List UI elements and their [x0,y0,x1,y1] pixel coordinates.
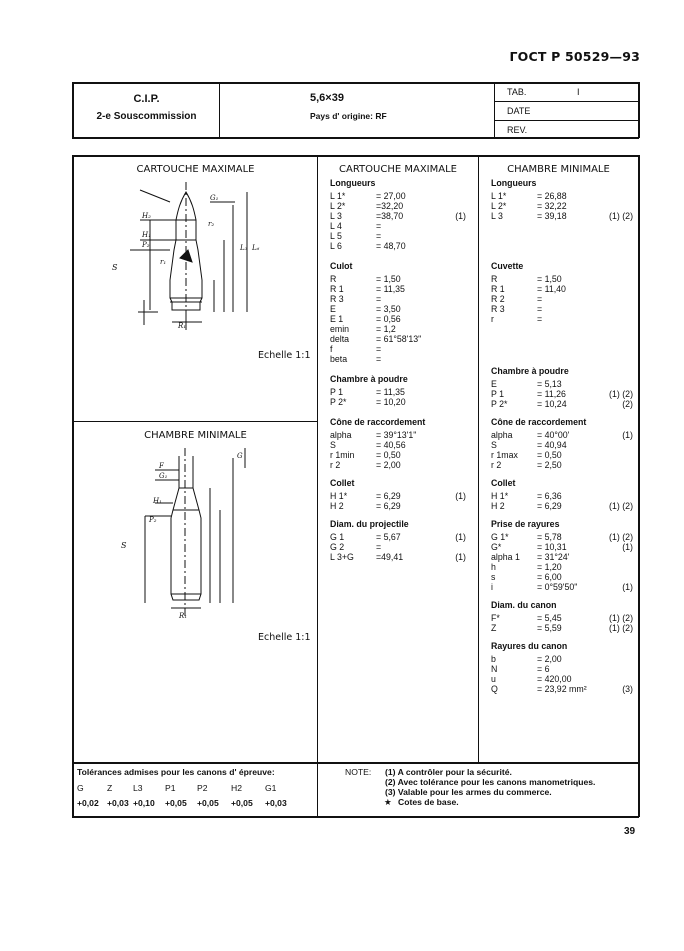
chamber-drawing [115,448,255,623]
tolerance-cell: L3 [133,783,143,793]
note-1: (1) A contrôler pour la sécurité. [385,767,512,777]
row-value: = 1,2 [376,324,396,334]
section-title: Prise de rayures [491,519,560,529]
row-value: = [376,354,382,364]
svg-text:P₂: P₂ [142,241,150,249]
row-label: R 1 [491,284,505,294]
row-value: = 6,29 [376,501,401,511]
row-value: = 11,40 [537,284,566,294]
row-value: = 5,78 [537,532,562,542]
tolerance-cell: +0,03 [107,798,129,808]
row-label: h [491,562,496,572]
row-label: P 1 [330,387,344,397]
row-label: L 1* [330,191,346,201]
row-note: (3) [622,684,633,694]
row-label: P 1 [491,389,505,399]
row-note: (1) [455,532,466,542]
section-title: Cône de raccordement [330,417,426,427]
row-label: f [330,344,333,354]
row-label: S [491,440,497,450]
svg-text:P₂: P₂ [149,516,157,524]
row-note: (1) [455,491,466,501]
tolerance-cell: +0,03 [265,798,287,808]
tolerance-cell: H2 [231,783,242,793]
row-value: = 5,67 [376,532,401,542]
row-label: r 2 [330,460,341,470]
svg-text:H₁: H₁ [153,497,162,505]
tolerance-cell: P2 [197,783,208,793]
row-value: = 2,00 [537,654,562,664]
svg-text:R₁: R₁ [179,612,188,620]
row-label: L 6 [330,241,342,251]
section-title: Longueurs [491,178,537,188]
row-value: = 32,22 [537,201,567,211]
svg-text:G: G [237,452,243,460]
row-note: (1) [455,211,466,221]
row-label: b [491,654,496,664]
row-value: = 39°13'1" [376,430,417,440]
row-value: = 5,13 [537,379,562,389]
row-value: = [376,221,382,231]
row-label: alpha 1 [491,552,520,562]
cartridge-table [330,178,472,758]
chamber-drawing-title: CHAMBRE MINIMALE [144,430,247,441]
row-label: E 1 [330,314,344,324]
row-value: = 31°24' [537,552,570,562]
row-value: = 5,45 [537,613,562,623]
org-name: C.I.P. [133,93,160,105]
chamber-table [491,178,636,758]
row-value: = 11,26 [537,389,566,399]
row-value: = [537,314,543,324]
note-4: Cotes de base. [398,797,459,807]
row-value: = 61°58'13" [376,334,422,344]
row-label: i [491,582,493,592]
row-value: = 6,29 [537,501,562,511]
row-value: = 11,35 [376,284,405,294]
row-value: = 40,94 [537,440,567,450]
row-note: (1) [622,582,633,592]
tolerance-cell: +0,10 [133,798,155,808]
row-label: L 1* [491,191,507,201]
row-value: = 1,50 [376,274,401,284]
row-label: R [491,274,498,284]
tolerances-title: Tolérances admises pour les canons d' épreuve: [77,767,275,777]
note-2: (2) Avec tolérance pour les canons manometriques. [385,777,596,787]
row-value: = 11,35 [376,387,405,397]
row-note: (1) [622,542,633,552]
svg-text:H₂: H₂ [142,212,151,220]
row-label: r 1max [491,450,518,460]
row-label: L 3 [330,211,342,221]
svg-text:H₁: H₁ [142,231,151,239]
section-title: Chambre à poudre [330,374,408,384]
row-value: = [376,542,382,552]
row-label: F* [491,613,500,623]
row-label: H 2 [330,501,344,511]
row-value: = 0°59'50" [537,582,578,592]
svg-text:r₁: r₁ [160,258,167,266]
row-note: (1) (2) [609,211,633,221]
row-value: = 1,20 [537,562,562,572]
row-value: = [376,344,382,354]
row-value: = 0,50 [537,450,562,460]
section-title: Longueurs [330,178,376,188]
tolerance-cell: Z [107,783,113,793]
row-label: E [330,304,336,314]
tab-value: I [577,87,580,97]
svg-text:L₃: L₃ [240,244,248,252]
row-value: = 40°00' [537,430,570,440]
row-label: G 1* [491,532,509,542]
row-label: G* [491,542,502,552]
commission: 2-e Souscommission [96,111,197,122]
section-title: Diam. du canon [491,600,557,610]
row-value: = [376,231,382,241]
row-label: L 2* [330,201,346,211]
row-note: (1) [455,552,466,562]
row-value: = 2,50 [537,460,562,470]
row-value: = 23,92 mm² [537,684,587,694]
row-label: r [491,314,494,324]
tolerance-cell: +0,05 [231,798,253,808]
cartridge-drawing-title: CARTOUCHE MAXIMALE [136,164,255,175]
section-title: Cuvette [491,261,524,271]
svg-text:F: F [159,462,164,470]
row-label: s [491,572,496,582]
svg-text:S: S [112,263,118,272]
svg-text:r₂: r₂ [208,220,215,228]
row-note: (2) [622,399,633,409]
row-note: (1) (2) [609,532,633,542]
row-label: L 2* [491,201,507,211]
row-value: = 27,00 [376,191,406,201]
notes-label: NOTE: [345,767,372,777]
svg-text:G₁: G₁ [210,194,219,202]
row-label: L 3+G [330,552,354,562]
section-title: Culot [330,261,353,271]
row-value: =38,70 [376,211,404,221]
section-title: Chambre à poudre [491,366,569,376]
row-label: P 2* [330,397,347,407]
row-value: =32,20 [376,201,404,211]
row-label: Q [491,684,498,694]
row-label: G 2 [330,542,345,552]
row-value: = 48,70 [376,241,406,251]
standard-number: ГОСТ Р 50529—93 [509,49,640,64]
cartridge-drawing [100,180,260,340]
section-title: Rayures du canon [491,641,568,651]
row-value: = 3,50 [376,304,401,314]
row-label: R 1 [330,284,344,294]
row-value: = 0,50 [376,450,401,460]
tolerance-cell: G [77,783,84,793]
section-title: Cône de raccordement [491,417,587,427]
row-note: (1) (2) [609,389,633,399]
tolerance-cell: +0,05 [197,798,219,808]
row-label: H 1* [330,491,348,501]
row-label: N [491,664,498,674]
row-note: (1) (2) [609,501,633,511]
svg-text:S: S [121,541,127,550]
section-title: Collet [330,478,355,488]
row-value: = 10,24 [537,399,567,409]
row-label: R [330,274,337,284]
row-label: L 5 [330,231,342,241]
row-value: = 6,29 [376,491,401,501]
svg-text:L₆: L₆ [252,244,260,252]
row-value: = 10,31 [537,542,567,552]
tolerance-cell: +0,05 [165,798,187,808]
row-note: (1) (2) [609,623,633,633]
svg-text:R₁: R₁ [178,322,187,330]
row-value: = 5,59 [537,623,562,633]
row-value: = 40,56 [376,440,406,450]
chamber-scale: Echelle 1:1 [258,632,311,643]
row-label: H 2 [491,501,505,511]
row-label: H 1* [491,491,509,501]
tolerances-headers [77,783,317,795]
tolerance-cell: +0,02 [77,798,99,808]
row-label: alpha [330,430,352,440]
row-label: L 4 [330,221,342,231]
tolerance-cell: P1 [165,783,176,793]
row-label: u [491,674,496,684]
row-value: = 420,00 [537,674,572,684]
rev-label: REV. [507,125,528,135]
row-value: = 6,00 [537,572,562,582]
row-label: emin [330,324,350,334]
row-label: R 3 [330,294,344,304]
tab-label: TAB. [507,87,527,97]
row-value: = 0,56 [376,314,401,324]
row-label: S [330,440,336,450]
date-label: DATE [507,106,531,116]
tolerances-values [77,798,317,810]
row-value: = 1,50 [537,274,562,284]
row-note: (1) [622,430,633,440]
star-icon: ★ [384,797,392,807]
row-label: alpha [491,430,513,440]
section-title: Collet [491,478,516,488]
row-value: = [537,304,543,314]
row-label: G 1 [330,532,345,542]
origin: Pays d' origine: RF [310,111,387,121]
row-label: R 3 [491,304,505,314]
tolerance-cell: G1 [265,783,277,793]
row-value: = 10,20 [376,397,406,407]
row-label: L 3 [491,211,503,221]
row-value: = 6,36 [537,491,562,501]
row-note: (1) (2) [609,613,633,623]
row-value: = 2,00 [376,460,401,470]
note-3: (3) Valable pour les armes du commerce. [385,787,552,797]
row-label: R 2 [491,294,505,304]
row-value: = 6 [537,664,550,674]
row-value: = 39,18 [537,211,567,221]
row-label: Z [491,623,497,633]
row-label: beta [330,354,348,364]
row-value: = [376,294,382,304]
row-label: r 2 [491,460,502,470]
row-value: =49,41 [376,552,404,562]
cartridge-scale: Echelle 1:1 [258,350,311,361]
row-value: = 26,88 [537,191,567,201]
row-label: r 1min [330,450,355,460]
chamber-table-title: CHAMBRE MINIMALE [507,164,610,175]
caliber: 5,6×39 [310,92,344,104]
row-label: E [491,379,497,389]
row-label: P 2* [491,399,508,409]
row-label: delta [330,334,350,344]
svg-text:G₁: G₁ [159,472,168,480]
section-title: Diam. du projectile [330,519,409,529]
page-number: 39 [624,826,636,837]
cartridge-table-title: CARTOUCHE MAXIMALE [339,164,457,175]
row-value: = [537,294,543,304]
